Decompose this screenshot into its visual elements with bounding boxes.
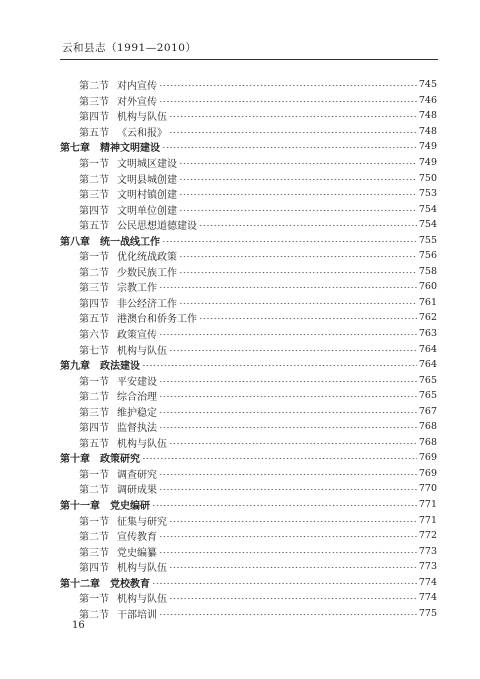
toc-entry-page: 748 — [418, 110, 437, 122]
toc-section-row — [60, 512, 437, 528]
dot-leader — [179, 302, 417, 305]
dot-leader — [152, 582, 417, 585]
dot-leader — [169, 566, 417, 569]
toc-section-row — [60, 466, 437, 482]
toc-section-row — [60, 279, 437, 295]
toc-section-row — [60, 528, 437, 544]
toc-entry-label: 第七节 — [79, 345, 109, 357]
toc-section-row — [60, 326, 437, 342]
toc-entry-title: 文明村镇创建 — [117, 190, 177, 202]
toc-entry-page: 774 — [418, 576, 437, 588]
toc-section-row — [60, 341, 437, 357]
toc-entry-page: 756 — [418, 250, 437, 262]
toc-entry-title: 党史编研 — [110, 501, 150, 513]
toc-section-row — [60, 543, 437, 559]
toc-entry-page: 754 — [418, 203, 437, 215]
toc-section-row — [60, 435, 437, 451]
toc-entry-title: 文明单位创建 — [117, 205, 177, 217]
dot-leader — [142, 457, 417, 460]
toc-entry-label: 第三节 — [79, 407, 109, 419]
toc-entry-page: 763 — [418, 328, 437, 340]
dot-leader — [169, 115, 417, 118]
toc-entry-page: 775 — [418, 607, 437, 619]
toc-entry-page: 764 — [418, 359, 437, 371]
toc-chapter-row — [60, 575, 437, 591]
toc-entry-title: 机构与队伍 — [117, 594, 167, 606]
toc-entry-label: 第三节 — [79, 96, 109, 108]
toc-entry-page: 771 — [418, 499, 437, 511]
toc-entry-title: 政法建设 — [100, 361, 140, 373]
toc-entry-title: 精神文明建设 — [100, 143, 160, 155]
toc-entry-title: 维护稳定 — [117, 407, 157, 419]
dot-leader — [179, 178, 417, 181]
dot-leader — [179, 271, 417, 274]
toc-entry-title: 机构与队伍 — [117, 563, 167, 575]
toc-entry-label: 第三节 — [79, 190, 109, 202]
toc-entry-label: 第一节 — [79, 516, 109, 528]
toc-entry-page: 758 — [418, 265, 437, 277]
toc-entry-page: 764 — [418, 343, 437, 355]
dot-leader — [162, 240, 417, 243]
dot-leader — [179, 209, 417, 212]
dot-leader — [159, 286, 417, 289]
toc-section-row — [60, 403, 437, 419]
toc-entry-label: 第二节 — [79, 174, 109, 186]
dot-leader — [159, 488, 417, 491]
toc-entry-page: 773 — [418, 545, 437, 557]
toc-entry-label: 第二节 — [79, 81, 109, 93]
toc-entry-label: 第二节 — [79, 392, 109, 404]
toc-entry-page: 750 — [418, 172, 437, 184]
toc-entry-label: 第一节 — [79, 469, 109, 481]
toc-entry-page: 761 — [418, 296, 437, 308]
toc-entry-page: 748 — [418, 125, 437, 137]
toc-entry-page: 749 — [418, 157, 437, 168]
toc-section-row — [60, 155, 437, 171]
dot-leader — [199, 317, 417, 320]
toc-entry-page: 753 — [418, 188, 437, 200]
toc-section-row — [60, 248, 437, 264]
toc-entry-label: 第十章 — [60, 454, 90, 466]
toc-entry-page: 770 — [418, 483, 437, 495]
toc-entry-label: 第三节 — [79, 283, 109, 295]
dot-leader — [159, 411, 417, 414]
toc-section-row — [60, 217, 437, 233]
dot-leader — [159, 100, 417, 103]
toc-section-row — [60, 559, 437, 575]
toc-entry-label: 第二节 — [79, 267, 109, 279]
toc-entry-label: 第三节 — [79, 547, 109, 559]
table-of-contents — [60, 77, 437, 621]
dot-leader — [159, 395, 417, 398]
toc-entry-title: 少数民族工作 — [117, 267, 177, 279]
toc-entry-page: 769 — [418, 467, 437, 479]
dot-leader — [152, 504, 417, 507]
toc-entry-page: 746 — [418, 94, 437, 106]
toc-entry-title: 机构与队伍 — [117, 438, 167, 450]
toc-entry-label: 第四节 — [79, 205, 109, 217]
toc-section-row — [60, 108, 437, 124]
toc-entry-page: 755 — [418, 234, 437, 246]
dot-leader — [159, 551, 417, 554]
toc-entry-title: 宣传教育 — [117, 532, 157, 544]
dot-leader — [169, 442, 417, 445]
toc-entry-page: 773 — [418, 561, 437, 573]
dot-leader — [142, 364, 417, 367]
toc-entry-title: 调研成果 — [117, 485, 157, 497]
dot-leader — [179, 162, 417, 165]
page-number: 16 — [72, 620, 85, 631]
toc-entry-title: 宗教工作 — [117, 283, 157, 295]
toc-entry-title: 平安建设 — [117, 376, 157, 388]
toc-entry-label: 第九章 — [60, 361, 90, 373]
toc-entry-page: 767 — [418, 405, 437, 417]
dot-leader — [169, 597, 417, 600]
toc-section-row — [60, 590, 437, 606]
dot-leader — [169, 131, 417, 134]
toc-entry-page: 774 — [418, 592, 437, 604]
toc-entry-title: 综合治理 — [117, 392, 157, 404]
toc-entry-label: 第二节 — [79, 532, 109, 544]
toc-entry-label: 第十二章 — [60, 578, 100, 590]
toc-chapter-row — [60, 232, 437, 248]
dot-leader — [162, 146, 417, 149]
dot-leader — [199, 224, 417, 227]
toc-chapter-row — [60, 497, 437, 513]
dot-leader — [169, 520, 417, 523]
toc-chapter-row — [60, 357, 437, 373]
toc-entry-page: 749 — [418, 141, 437, 153]
dot-leader — [159, 380, 417, 383]
toc-section-row — [60, 372, 437, 388]
toc-entry-label: 第十一章 — [60, 501, 100, 513]
toc-entry-label: 第五节 — [79, 314, 109, 326]
toc-entry-title: 机构与队伍 — [117, 345, 167, 357]
toc-entry-title: 非公经济工作 — [117, 298, 177, 310]
dot-leader — [179, 193, 417, 196]
toc-entry-title: 机构与队伍 — [117, 112, 167, 124]
header-rule — [60, 59, 438, 60]
toc-section-row — [60, 201, 437, 217]
toc-entry-title: 党史编纂 — [117, 547, 157, 559]
toc-section-row — [60, 124, 437, 140]
toc-section-row — [60, 93, 437, 109]
toc-entry-page: 765 — [418, 390, 437, 402]
toc-section-row — [60, 419, 437, 435]
toc-entry-title: 对内宣传 — [117, 81, 157, 93]
dot-leader — [159, 426, 417, 429]
dot-leader — [159, 473, 417, 476]
toc-entry-page: 762 — [418, 312, 437, 324]
toc-entry-label: 第五节 — [79, 127, 109, 139]
dot-leader — [179, 255, 417, 258]
toc-entry-page: 765 — [418, 374, 437, 386]
toc-entry-label: 第七章 — [60, 143, 90, 155]
toc-entry-page: 772 — [418, 530, 437, 542]
toc-section-row — [60, 606, 437, 622]
toc-entry-page: 768 — [418, 436, 437, 448]
toc-entry-title: 优化统战政策 — [117, 252, 177, 264]
toc-entry-label: 第四节 — [79, 423, 109, 435]
toc-entry-label: 第四节 — [79, 563, 109, 575]
toc-entry-label: 第四节 — [79, 112, 109, 124]
toc-entry-label: 第二节 — [79, 609, 109, 621]
toc-section-row — [60, 186, 437, 202]
toc-entry-title: 党校教育 — [110, 578, 150, 590]
dot-leader — [159, 613, 417, 616]
toc-entry-title: 政策研究 — [100, 454, 140, 466]
toc-entry-title: 《云和报》 — [117, 127, 167, 139]
toc-entry-label: 第一节 — [79, 594, 109, 606]
toc-entry-page: 745 — [418, 79, 437, 91]
toc-entry-title: 公民思想道德建设 — [117, 221, 197, 233]
toc-entry-page: 771 — [418, 514, 437, 526]
toc-entry-label: 第一节 — [79, 252, 109, 264]
toc-entry-title: 监督执法 — [117, 423, 157, 435]
toc-entry-page: 754 — [418, 219, 437, 231]
toc-entry-label: 第二节 — [79, 485, 109, 497]
toc-section-row — [60, 310, 437, 326]
toc-entry-label: 第一节 — [79, 159, 109, 170]
dot-leader — [159, 333, 417, 336]
toc-entry-page: 760 — [418, 281, 437, 293]
toc-entry-title: 文明城区建设 — [117, 159, 177, 170]
toc-entry-label: 第五节 — [79, 438, 109, 450]
toc-section-row — [60, 170, 437, 186]
toc-entry-title: 统一战线工作 — [100, 236, 160, 248]
dot-leader — [159, 84, 417, 87]
toc-entry-title: 干部培训 — [117, 609, 157, 621]
toc-chapter-row — [60, 139, 437, 155]
toc-entry-title: 文明县城创建 — [117, 174, 177, 186]
running-header-title: 云和县志（1991—2010） — [62, 42, 197, 54]
toc-entry-title: 对外宣传 — [117, 96, 157, 108]
toc-entry-label: 第四节 — [79, 298, 109, 310]
toc-section-row — [60, 481, 437, 497]
toc-entry-label: 第八章 — [60, 236, 90, 248]
toc-entry-page: 769 — [418, 452, 437, 464]
dot-leader — [159, 535, 417, 538]
toc-entry-title: 调查研究 — [117, 469, 157, 481]
toc-section-row — [60, 77, 437, 93]
toc-entry-title: 港澳台和侨务工作 — [117, 314, 197, 326]
toc-section-row — [60, 295, 437, 311]
toc-entry-label: 第六节 — [79, 330, 109, 342]
dot-leader — [169, 349, 417, 352]
toc-entry-title: 征集与研究 — [117, 516, 167, 528]
toc-entry-page: 768 — [418, 421, 437, 433]
toc-entry-title: 政策宣传 — [117, 330, 157, 342]
toc-entry-label: 第五节 — [79, 221, 109, 233]
toc-entry-label: 第一节 — [79, 376, 109, 388]
toc-chapter-row — [60, 450, 437, 466]
toc-section-row — [60, 264, 437, 280]
toc-section-row — [60, 388, 437, 404]
